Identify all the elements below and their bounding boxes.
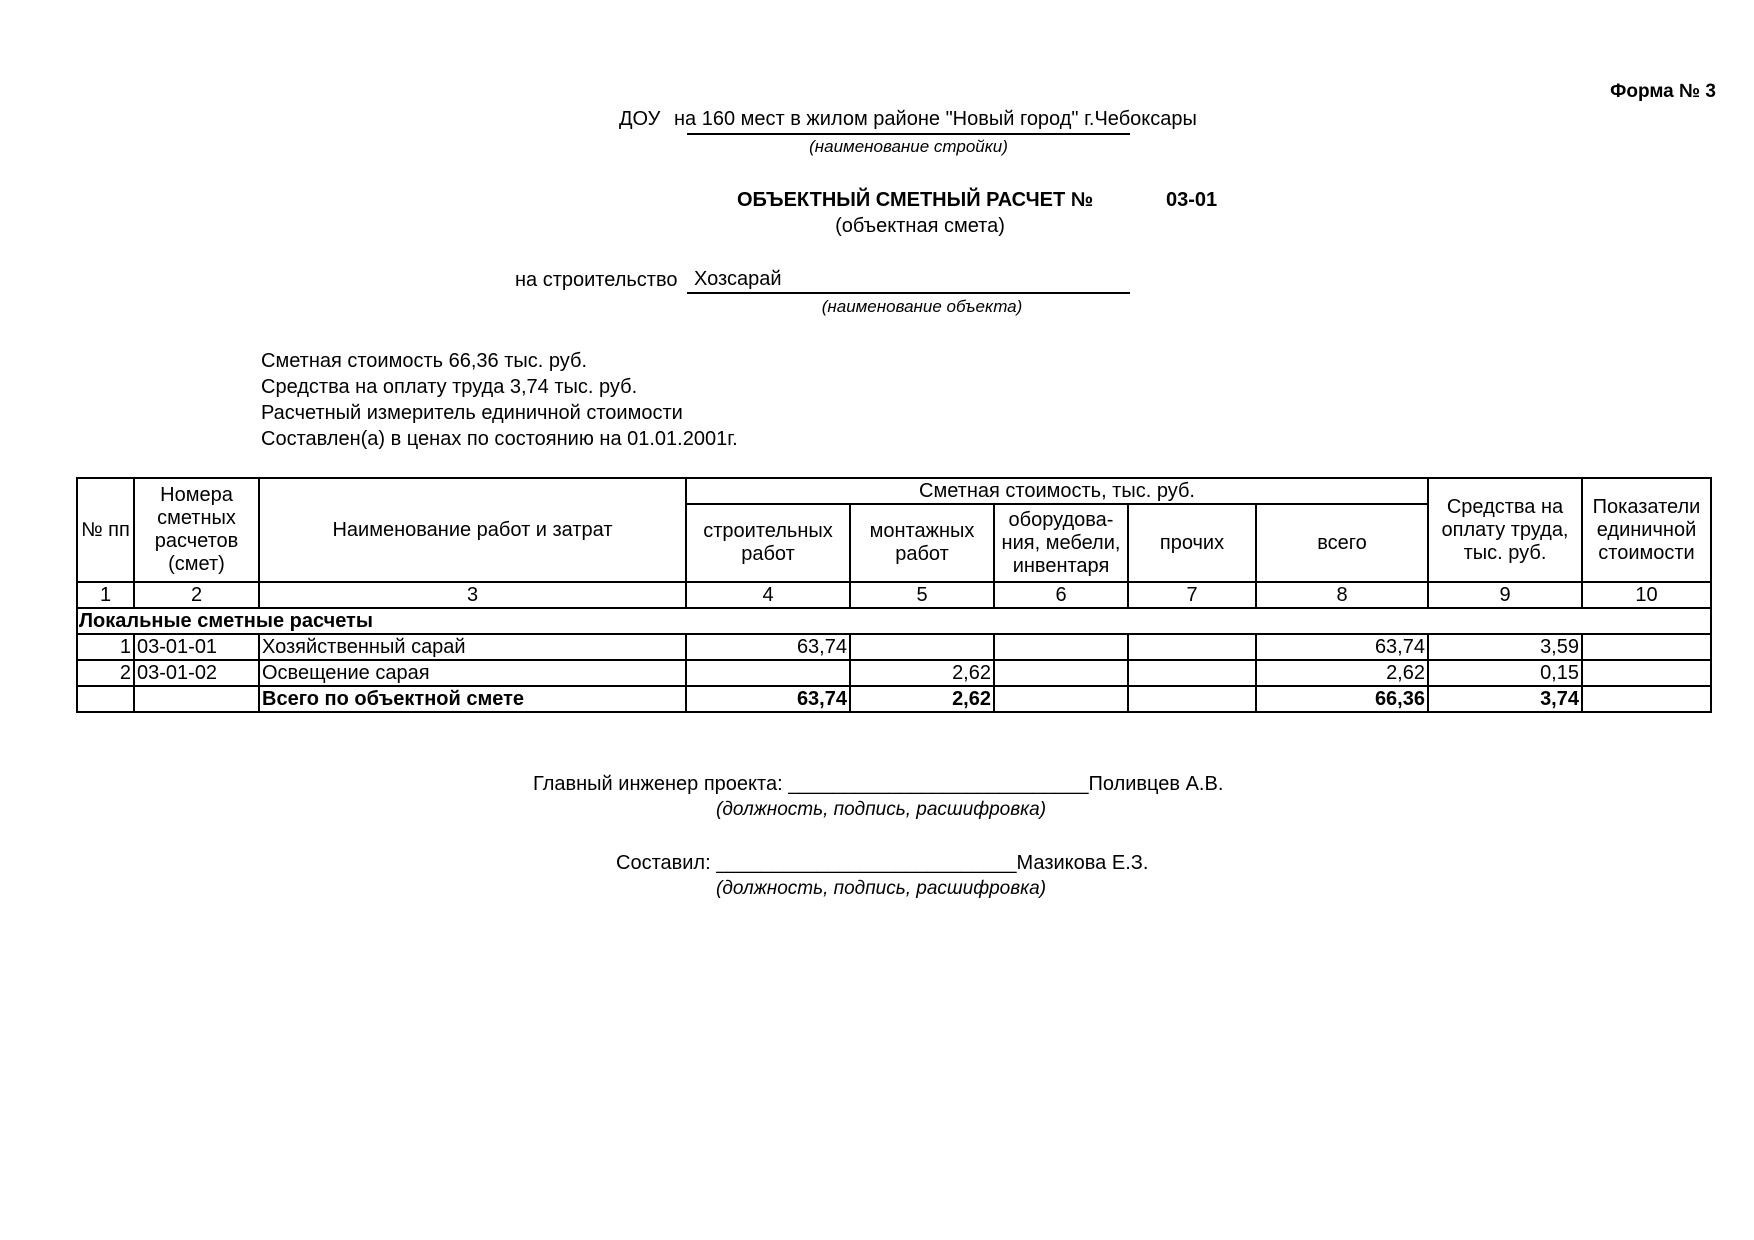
column-number: 2 [134,582,259,608]
object-underline [687,292,1130,294]
total-wages: 3,74 [1428,686,1582,712]
header-unit-indicators: Показатели единичной стоимости [1582,478,1711,582]
header-cost-group: Сметная стоимость, тыс. руб. [686,478,1428,504]
construction-prefix: ДОУ [619,108,661,130]
row-unit [1582,634,1711,660]
signature-name: Мазикова Е.З. [1016,852,1149,874]
signature-caption: (должность, подпись, расшифровка) [716,878,1047,899]
column-number: 10 [1582,582,1711,608]
signature-line: ___________________________ [788,773,1089,795]
header-wages: Средства на оплату труда, тыс. руб. [1428,478,1582,582]
row-total: 63,74 [1256,634,1428,660]
construction-caption: (наименование стройки) [809,137,1008,156]
total-empty [1128,686,1256,712]
row-other [1128,634,1256,660]
row-wages: 0,15 [1428,660,1582,686]
row-num: 1 [77,634,134,660]
object-label: на строительство [515,269,678,291]
total-construction: 63,74 [686,686,850,712]
signature-compiler [616,852,1148,875]
signature-role: Главный инженер проекта: [533,773,783,795]
total-empty [77,686,134,712]
row-total: 2,62 [1256,660,1428,686]
column-number: 6 [994,582,1128,608]
row-installation: 2,62 [850,660,994,686]
row-code: 03-01-02 [134,660,259,686]
row-construction: 63,74 [686,634,850,660]
row-construction [686,660,850,686]
signature-role: Составил: [616,852,711,874]
column-numbers-row [77,582,1711,608]
estimate-number: 03-01 [1166,189,1218,211]
construction-underline [687,133,1130,135]
construction-name: на 160 мест в жилом районе "Новый город" г.Чебоксары [674,108,1197,130]
summary-unit-meter: Расчетный измеритель единичной стоимости [261,402,683,424]
column-number: 7 [1128,582,1256,608]
summary-price-date: Составлен(а) в ценах по состоянию на 01.01.2001г. [261,428,738,450]
total-total: 66,36 [1256,686,1428,712]
column-number: 1 [77,582,134,608]
header-work-name: Наименование работ и затрат [259,478,686,582]
header-estimate-numbers: Номера сметных расчетов (смет) [134,478,259,582]
header-other: прочих [1128,504,1256,582]
row-unit [1582,660,1711,686]
column-number: 8 [1256,582,1428,608]
column-number: 4 [686,582,850,608]
table-row [77,660,1711,686]
row-other [1128,660,1256,686]
total-empty [1582,686,1711,712]
object-caption: (наименование объекта) [821,297,1023,316]
header-num: № пп [77,478,134,582]
header-total: всего [1256,504,1428,582]
total-empty [994,686,1128,712]
total-installation: 2,62 [850,686,994,712]
table-row [77,634,1711,660]
column-number: 3 [259,582,686,608]
form-number: Форма № 3 [1610,81,1716,102]
column-number: 5 [850,582,994,608]
total-label: Всего по объектной смете [259,686,686,712]
row-name: Освещение сарая [259,660,686,686]
total-row [77,686,1711,712]
page-title: ОБЪЕКТНЫЙ СМЕТНЫЙ РАСЧЕТ № [737,189,1094,211]
row-equipment [994,660,1128,686]
summary-cost: Сметная стоимость 66,36 тыс. руб. [261,350,587,372]
estimate-table [76,477,1712,713]
object-name: Хозсарай [694,268,782,290]
signature-name: Поливцев А.В. [1088,773,1224,795]
summary-wages: Средства на оплату труда 3,74 тыс. руб. [261,376,638,398]
row-installation [850,634,994,660]
row-code: 03-01-01 [134,634,259,660]
header-installation-works: монтажных работ [850,504,994,582]
signature-line: ___________________________ [716,852,1017,874]
page-subtitle: (объектная смета) [835,215,1005,237]
signature-caption: (должность, подпись, расшифровка) [716,799,1047,820]
row-wages: 3,59 [1428,634,1582,660]
header-construction-works: строительных работ [686,504,850,582]
header-equipment: оборудова-ния, мебели, инвентаря [994,504,1128,582]
column-number: 9 [1428,582,1582,608]
row-name: Хозяйственный сарай [259,634,686,660]
total-empty [134,686,259,712]
row-equipment [994,634,1128,660]
section-title: Локальные сметные расчеты [77,608,1711,634]
signature-chief-engineer [533,773,1223,796]
row-num: 2 [77,660,134,686]
